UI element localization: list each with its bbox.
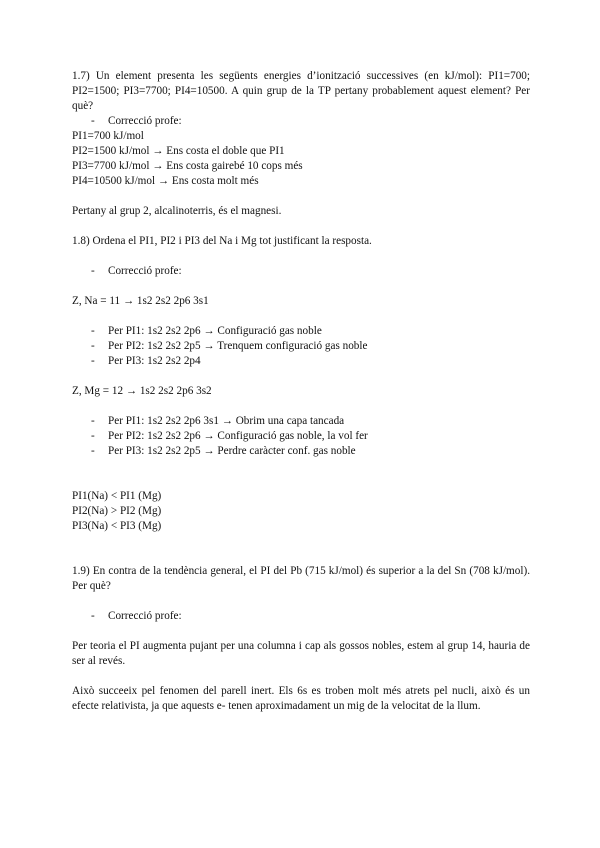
ionization-line: PI4=10500 kJ/mol → Ens costa molt més	[72, 175, 259, 187]
list-item: - Per PI2: 1s2 2s2 2p6 → Configuració gas noble, la vol fer	[91, 429, 530, 444]
comparison-line: PI1(Na) < PI1 (Mg)	[72, 490, 162, 502]
ionization-line: PI1=700 kJ/mol	[72, 130, 144, 142]
correction-label: - Correcció profe:	[91, 114, 530, 129]
question-1-9: 1.9) En contra de la tendència general, el PI del Pb (715 kJ/mol) és superior a la del Sn (708 kJ/mol). Per què?	[72, 565, 530, 592]
answer-1-9-theory: Per teoria el PI augmenta pujant per una columna i cap als gossos nobles, estem al grup 14, hauria de ser al revés.	[72, 640, 530, 667]
question-1-8: 1.8) Ordena el PI1, PI2 i PI3 del Na i Mg tot justificant la resposta.	[72, 235, 372, 247]
correction-list-1-8	[72, 264, 530, 279]
comparison-line: PI3(Na) < PI3 (Mg)	[72, 520, 162, 532]
ionization-line: PI3=7700 kJ/mol → Ens costa gairebé 10 cops més	[72, 160, 303, 172]
document-page	[72, 69, 530, 714]
list-item: - Per PI3: 1s2 2s2 2p4	[91, 354, 530, 369]
question-1-7: 1.7) Un element presenta les següents energies d’ionització successives (en kJ/mol): PI1=700; PI2=1500; PI3=7700; PI4=10500. A quin grup de la TP pertany probablement aquest element? Per què?	[72, 70, 530, 112]
mg-ionization-list	[72, 414, 530, 459]
na-configuration: Z, Na = 11 → 1s2 2s2 2p6 3s1	[72, 295, 209, 307]
list-item: - Per PI1: 1s2 2s2 2p6 3s1 → Obrim una capa tancada	[91, 414, 530, 429]
na-ionization-list	[72, 324, 530, 369]
correction-list-1-9	[72, 609, 530, 624]
list-item: - Per PI2: 1s2 2s2 2p5 → Trenquem configuració gas noble	[91, 339, 530, 354]
mg-configuration: Z, Mg = 12 → 1s2 2s2 2p6 3s2	[72, 385, 212, 397]
comparison-line: PI2(Na) > PI2 (Mg)	[72, 505, 162, 517]
answer-1-9-explanation: Això succeeix pel fenomen del parell inert. Els 6s es troben molt més atrets pel nucli, això és un efecte relativista, ja que aquests e- tenen aproximadament un mig de la velocitat de la llum.	[72, 685, 530, 712]
answer-1-7: Pertany al grup 2, alcalinoterris, és el magnesi.	[72, 205, 282, 217]
correction-label: - Correcció profe:	[91, 609, 530, 624]
correction-list-1-7	[72, 114, 530, 129]
list-item: - Per PI1: 1s2 2s2 2p6 → Configuració gas noble	[91, 324, 530, 339]
correction-label: - Correcció profe:	[91, 264, 530, 279]
ionization-line: PI2=1500 kJ/mol → Ens costa el doble que PI1	[72, 145, 285, 157]
list-item: - Per PI3: 1s2 2s2 2p5 → Perdre caràcter conf. gas noble	[91, 444, 530, 459]
